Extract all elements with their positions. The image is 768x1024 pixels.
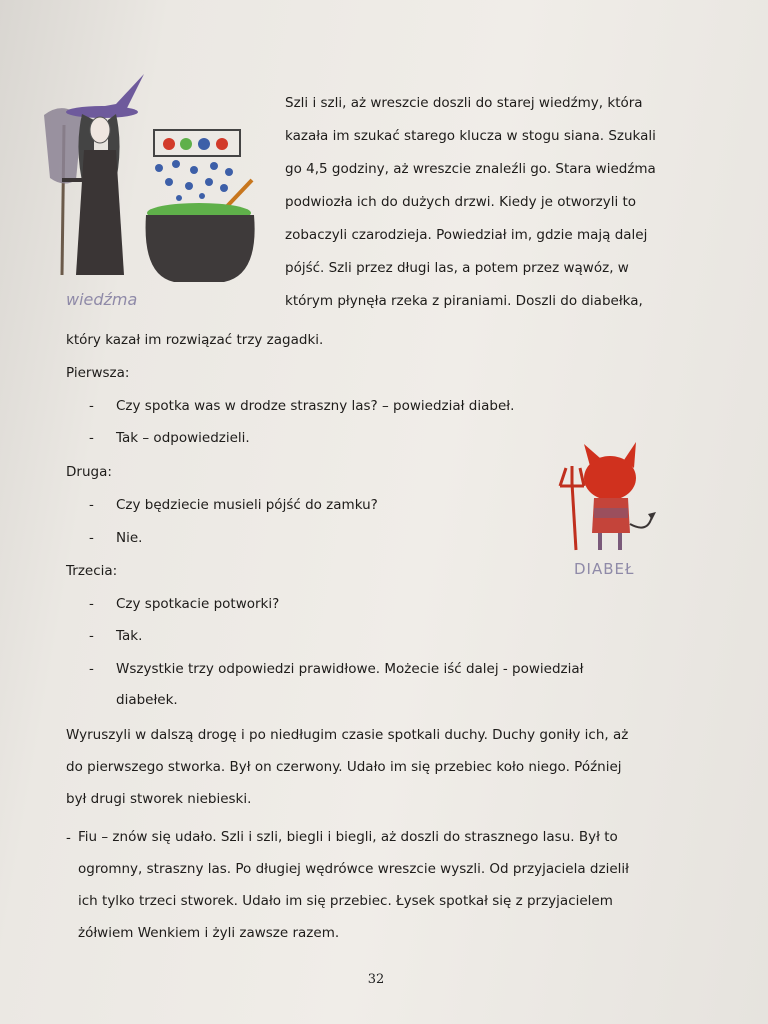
text-line: go 4,5 godziny, aż wreszcie znaleźli go. Stara wiedźma [285, 161, 656, 177]
dialogue-text: Tak – odpowiedzieli. [116, 430, 250, 446]
dialogue-dash: - [89, 497, 94, 513]
dialogue-dash: - [89, 530, 94, 546]
witch-cauldron-drawing [24, 70, 274, 315]
dialogue-dash: - [89, 430, 94, 446]
witch-caption: wiedźma [66, 290, 138, 309]
dialogue-text-continued: diabełek. [116, 692, 178, 708]
dialogue-text: Nie. [116, 530, 143, 546]
final-paragraph [78, 821, 698, 949]
text-line: ich tylko trzeci stworek. Udało im się przebiec. Łysek spotkał się z przyjacielem [78, 893, 613, 909]
riddle-label-third: Trzecia: [66, 563, 118, 579]
text-line: zobaczyli czarodzieja. Powiedział im, gdzie mają dalej [285, 227, 648, 243]
text-line: który kazał im rozwiązać trzy zagadki. [66, 332, 324, 348]
dialogue-text: Czy spotkacie potworki? [116, 596, 280, 612]
dialogue-dash: - [89, 596, 94, 612]
riddle-label-second: Druga: [66, 464, 112, 480]
text-line: Fiu – znów się udało. Szli i szli, biegli i biegli, aż doszli do strasznego lasu. Był to [78, 829, 618, 845]
text-line: pójść. Szli przez długi las, a potem przez wąwóz, w [285, 260, 629, 276]
text-line: Wyruszyli w dalszą drogę i po niedługim czasie spotkali duchy. Duchy goniły ich, aż [66, 727, 629, 743]
text-line: którym płynęła rzeka z piraniami. Doszli do diabełka, [285, 293, 643, 309]
page-number: 32 [367, 972, 385, 987]
dialogue-text: Czy będziecie musieli pójść do zamku? [116, 497, 378, 513]
text-line: Szli i szli, aż wreszcie doszli do starej wiedźmy, która [285, 95, 643, 111]
continuation-paragraph [66, 719, 696, 815]
dialogue-text: Tak. [116, 628, 143, 644]
text-line: był drugi stworek niebieski. [66, 791, 252, 807]
text-line: do pierwszego stworka. Był on czerwony. Udało im się przebiec koło niego. Później [66, 759, 622, 775]
intro-paragraph [285, 87, 695, 318]
dialogue-dash: - [89, 661, 94, 677]
devil-caption: DIABEŁ [574, 560, 635, 578]
text-line: kazała im szukać starego klucza w stogu siana. Szukali [285, 128, 656, 144]
dialogue-dash: - [89, 628, 94, 644]
final-dash: - [66, 830, 71, 846]
text-line: żółwiem Wenkiem i żyli zawsze razem. [78, 925, 340, 941]
text-line: ogromny, straszny las. Po długiej wędrówce wreszcie wyszli. Od przyjaciela dzielił [78, 861, 629, 877]
dialogue-dash: - [89, 398, 94, 414]
riddle-label-first: Pierwsza: [66, 365, 130, 381]
devil-drawing [548, 438, 678, 583]
text-line: podwiozła ich do dużych drzwi. Kiedy je otworzyli to [285, 194, 637, 210]
dialogue-text: Czy spotka was w drodze straszny las? – powiedział diabeł. [116, 398, 515, 414]
dialogue-text: Wszystkie trzy odpowiedzi prawidłowe. Możecie iść dalej - powiedział [116, 661, 584, 677]
